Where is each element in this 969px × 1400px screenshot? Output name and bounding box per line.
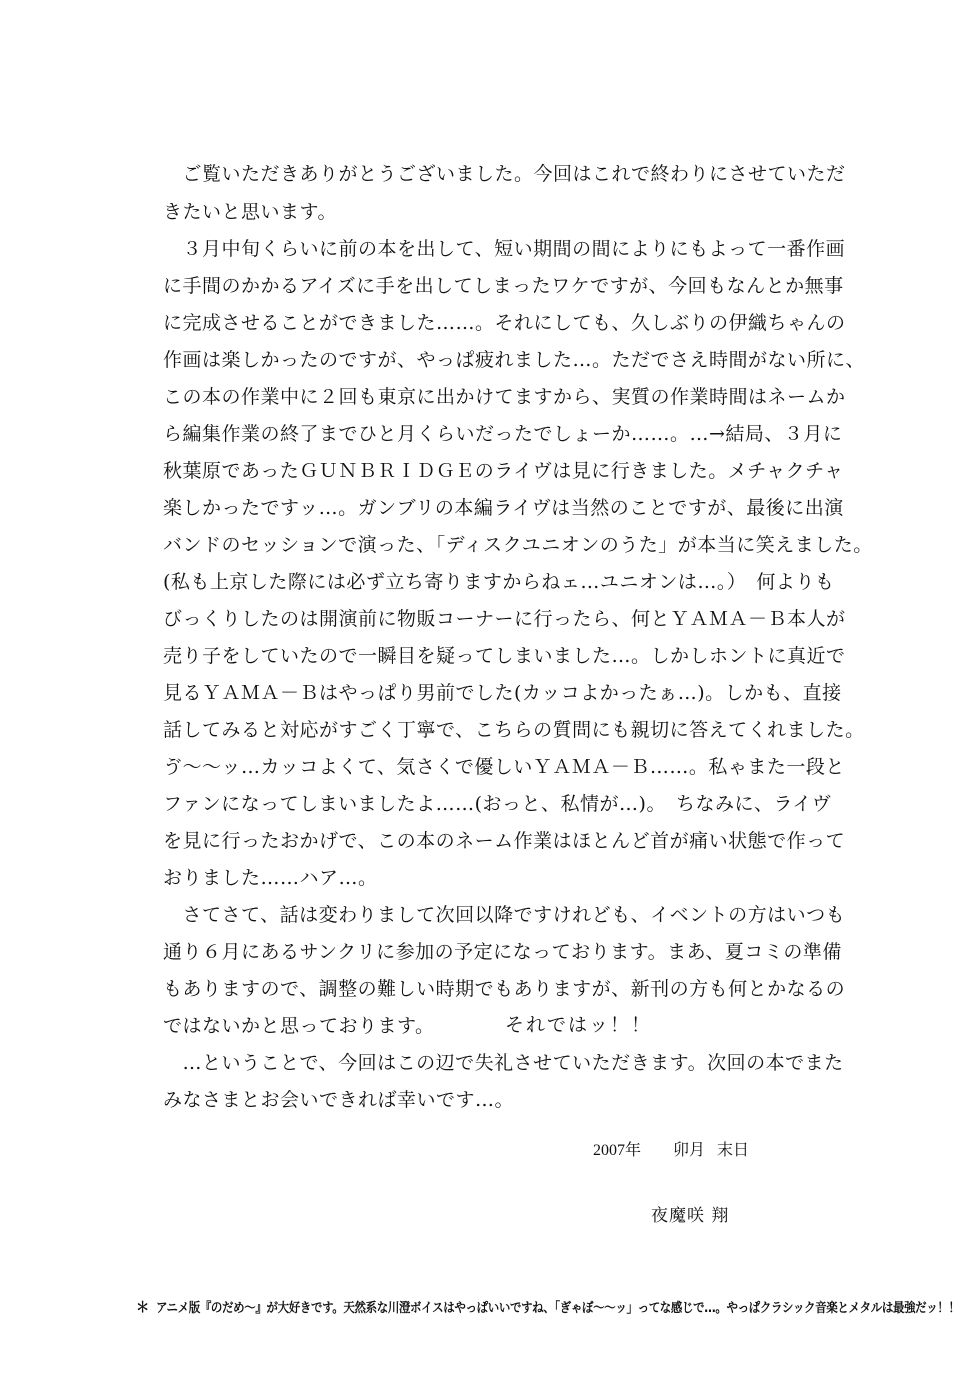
date-month: 卯月: [673, 1142, 706, 1159]
footnote: [136, 1300, 960, 1315]
afterword-line: ご覧いただきありがとうございました。今回はこれで終わりにさせていただ: [163, 163, 846, 185]
afterword-line: 話してみると対応がすごく丁寧で、こちらの質問にも親切に答えてくれました。: [163, 719, 865, 741]
afterword-line: この本の作業中に２回も東京に出かけてますから、実質の作業時間はネームか: [163, 386, 846, 408]
afterword-line: を見に行ったおかげで、この本のネーム作業はほとんど首が痛い状態で作って: [163, 830, 846, 852]
afterword-line: ら編集作業の終了までひと月くらいだったでしょーか……。…→結局、３月に: [163, 423, 843, 445]
closing-remark: それではッ！！: [505, 1014, 653, 1036]
afterword-line: びっくりしたのは開演前に物販コーナーに行ったら、何とＹＡＭＡ－Ｂ本人が: [163, 608, 846, 630]
footnote-text: アニメ版『のだめ～』が大好きです。天然系な川澄ボイスはやっぱいいですね、「ぎゃぼ～～ッ」ってな感じで…。やっぱクラシック音楽とメタルは最強だッ！！: [155, 1301, 960, 1316]
afterword-line: 作画は楽しかったのですが、やっぱ疲れました…。ただでさえ時間がない所に、: [163, 349, 866, 371]
afterword-line: …ということで、今回はこの辺で失礼させていただきます。次回の本でまた: [163, 1052, 844, 1074]
date-day: 末日: [717, 1142, 750, 1159]
author-name: 夜魔咲 翔: [651, 1206, 730, 1226]
afterword-line: 楽しかったですッ…。ガンブリの本編ライヴは当然のことですが、最後に出演: [163, 497, 844, 519]
afterword-line: みなさまとお会いできれば幸いです…。: [163, 1089, 515, 1111]
signature-date: [593, 1143, 749, 1159]
afterword-line: さてさて、話は変わりまして次回以降ですけれども、イベントの方はいつも: [163, 904, 846, 926]
afterword-line: 通り６月にあるサンクリに参加の予定になっております。まあ、夏コミの準備: [163, 941, 842, 963]
afterword-line: 秋葉原であったＧＵＮＢＲＩＤＧＥのライヴは見に行きました。メチャクチャ: [163, 460, 844, 482]
asterisk-icon: ＊: [136, 1298, 149, 1316]
afterword-line: バンドのセッションで演った、「ディスクユニオンのうた」が本当に笑えました。: [163, 534, 873, 556]
date-year: 2007年: [593, 1142, 642, 1159]
afterword-line: 売り子をしていたので一瞬目を疑ってしまいました…。しかしホントに真近で: [163, 645, 846, 667]
afterword-line: (私も上京した際には必ず立ち寄りますからねェ…ユニオンは…。） 何よりも: [163, 571, 835, 593]
afterword-line: ゔ～～ッ…カッコよくて、気さくで優しいＹＡＭＡ－Ｂ……。私ゃまた一段と: [163, 756, 845, 778]
afterword-line: もありますので、調整の難しい時期でもありますが、新刊の方も何とかなるの: [163, 978, 846, 1000]
afterword-line: ファンになってしまいましたよ……(おっと、私情が…)。 ちなみに、ライヴ: [163, 793, 832, 815]
afterword-line: に手間のかかるアイズに手を出してしまったワケですが、今回もなんとか無事: [163, 275, 844, 297]
afterword-line: ３月中旬くらいに前の本を出して、短い期間の間によりにもよって一番作画: [163, 238, 846, 260]
afterword-line: きたいと思います。: [163, 201, 337, 223]
afterword-line: ではないかと思っております。: [163, 1015, 435, 1037]
afterword-line: 見るＹＡＭＡ－Ｂはやっぱり男前でした(カッコよかったぁ…)。しかも、直接: [163, 682, 842, 704]
afterword-line: に完成させることができました……。それにしても、久しぶりの伊織ちゃんの: [163, 312, 846, 334]
afterword-line: おりました……ハア…。: [163, 867, 378, 889]
